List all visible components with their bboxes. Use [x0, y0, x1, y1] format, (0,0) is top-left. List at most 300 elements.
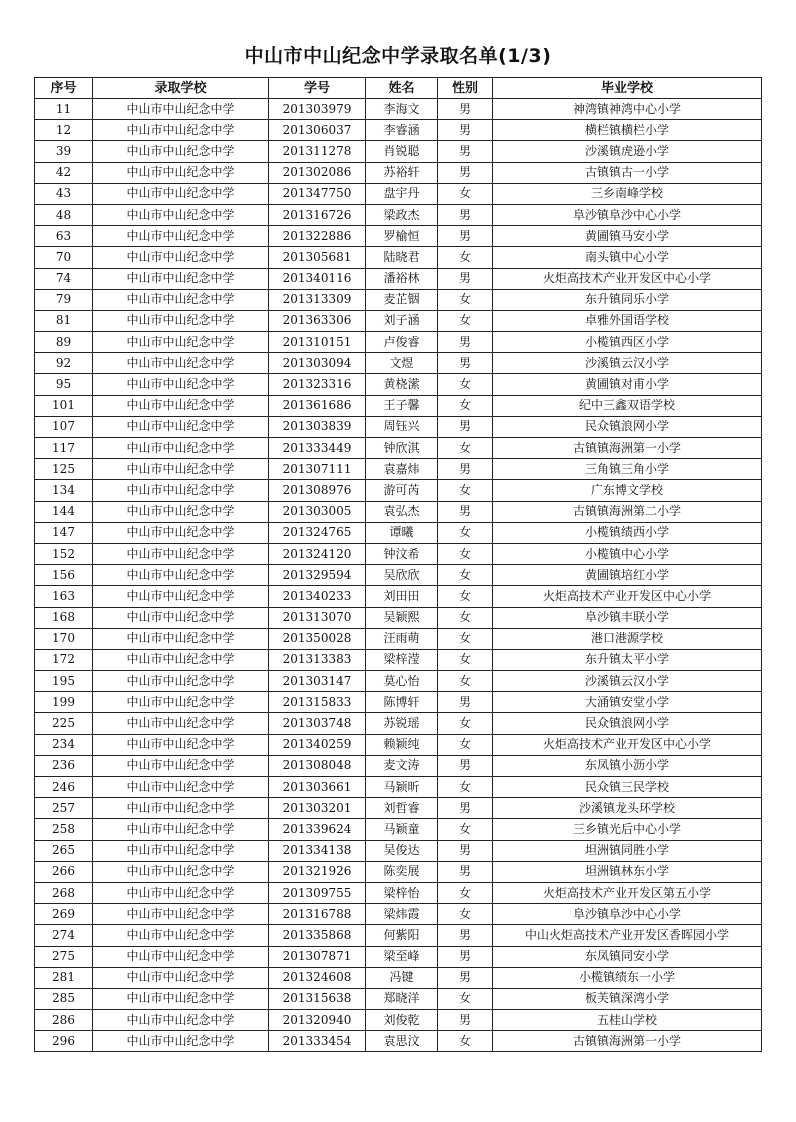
cell-student-id: 201303147 — [269, 671, 366, 692]
cell-grad-school: 神湾镇神湾中心小学 — [493, 99, 762, 120]
cell-student-id: 201310151 — [269, 332, 366, 353]
cell-name: 刘田田 — [366, 586, 438, 607]
cell-no: 81 — [35, 310, 93, 331]
cell-sex: 男 — [438, 798, 493, 819]
cell-sex: 女 — [438, 649, 493, 670]
cell-name: 李海文 — [366, 99, 438, 120]
cell-name: 马颖童 — [366, 819, 438, 840]
cell-no: 266 — [35, 861, 93, 882]
cell-school: 中山市中山纪念中学 — [93, 649, 269, 670]
cell-grad-school: 阜沙镇丰联小学 — [493, 607, 762, 628]
header-student-id: 学号 — [269, 78, 366, 99]
cell-no: 39 — [35, 141, 93, 162]
cell-no: 195 — [35, 671, 93, 692]
table-row — [35, 522, 762, 543]
cell-school: 中山市中山纪念中学 — [93, 141, 269, 162]
cell-school: 中山市中山纪念中学 — [93, 607, 269, 628]
cell-school: 中山市中山纪念中学 — [93, 332, 269, 353]
cell-school: 中山市中山纪念中学 — [93, 480, 269, 501]
cell-school: 中山市中山纪念中学 — [93, 374, 269, 395]
cell-no: 258 — [35, 819, 93, 840]
cell-sex: 男 — [438, 840, 493, 861]
table-row — [35, 99, 762, 120]
cell-grad-school: 民众镇浪网小学 — [493, 713, 762, 734]
cell-no: 101 — [35, 395, 93, 416]
cell-name: 袁嘉炜 — [366, 459, 438, 480]
table-row — [35, 628, 762, 649]
cell-student-id: 201324765 — [269, 522, 366, 543]
cell-school: 中山市中山纪念中学 — [93, 882, 269, 903]
cell-no: 134 — [35, 480, 93, 501]
cell-name: 吴颖熙 — [366, 607, 438, 628]
cell-no: 163 — [35, 586, 93, 607]
table-row — [35, 120, 762, 141]
cell-grad-school: 广东博文学校 — [493, 480, 762, 501]
cell-sex: 女 — [438, 183, 493, 204]
table-row — [35, 882, 762, 903]
cell-grad-school: 黄圃镇对甫小学 — [493, 374, 762, 395]
cell-student-id: 201324608 — [269, 967, 366, 988]
cell-school: 中山市中山纪念中学 — [93, 967, 269, 988]
cell-sex: 女 — [438, 565, 493, 586]
table-row — [35, 692, 762, 713]
cell-school: 中山市中山纪念中学 — [93, 162, 269, 183]
cell-grad-school: 板芙镇深湾小学 — [493, 988, 762, 1009]
cell-school: 中山市中山纪念中学 — [93, 840, 269, 861]
cell-student-id: 201307871 — [269, 946, 366, 967]
cell-no: 107 — [35, 416, 93, 437]
cell-no: 70 — [35, 247, 93, 268]
cell-school: 中山市中山纪念中学 — [93, 713, 269, 734]
cell-school: 中山市中山纪念中学 — [93, 734, 269, 755]
cell-school: 中山市中山纪念中学 — [93, 459, 269, 480]
cell-no: 144 — [35, 501, 93, 522]
cell-no: 172 — [35, 649, 93, 670]
cell-no: 152 — [35, 543, 93, 564]
cell-school: 中山市中山纪念中学 — [93, 438, 269, 459]
cell-school: 中山市中山纪念中学 — [93, 565, 269, 586]
cell-school: 中山市中山纪念中学 — [93, 120, 269, 141]
cell-school: 中山市中山纪念中学 — [93, 543, 269, 564]
cell-name: 钟欣淇 — [366, 438, 438, 459]
table-row — [35, 247, 762, 268]
cell-name: 钟汶希 — [366, 543, 438, 564]
cell-grad-school: 阜沙镇阜沙中心小学 — [493, 904, 762, 925]
table-row — [35, 565, 762, 586]
cell-sex: 男 — [438, 967, 493, 988]
table-row — [35, 734, 762, 755]
cell-grad-school: 黄圃镇培红小学 — [493, 565, 762, 586]
cell-grad-school: 小榄镇绩西小学 — [493, 522, 762, 543]
cell-student-id: 201313070 — [269, 607, 366, 628]
cell-grad-school: 民众镇三民学校 — [493, 777, 762, 798]
cell-grad-school: 三角镇三角小学 — [493, 459, 762, 480]
cell-no: 285 — [35, 988, 93, 1009]
cell-name: 梁梓怡 — [366, 882, 438, 903]
cell-no: 42 — [35, 162, 93, 183]
cell-sex: 女 — [438, 713, 493, 734]
cell-student-id: 201339624 — [269, 819, 366, 840]
cell-school: 中山市中山纪念中学 — [93, 183, 269, 204]
cell-sex: 女 — [438, 882, 493, 903]
cell-student-id: 201333454 — [269, 1031, 366, 1052]
cell-sex: 男 — [438, 204, 493, 225]
cell-student-id: 201305681 — [269, 247, 366, 268]
table-row — [35, 162, 762, 183]
cell-grad-school: 民众镇浪网小学 — [493, 416, 762, 437]
cell-grad-school: 沙溪镇龙头环学校 — [493, 798, 762, 819]
cell-no: 117 — [35, 438, 93, 459]
cell-sex: 男 — [438, 141, 493, 162]
cell-grad-school: 三乡南峰学校 — [493, 183, 762, 204]
cell-sex: 男 — [438, 416, 493, 437]
cell-student-id: 201333449 — [269, 438, 366, 459]
cell-name: 肖锐聪 — [366, 141, 438, 162]
cell-name: 罗榆恒 — [366, 226, 438, 247]
cell-name: 陈奕展 — [366, 861, 438, 882]
table-row — [35, 904, 762, 925]
header-sex: 性别 — [438, 78, 493, 99]
cell-sex: 男 — [438, 501, 493, 522]
cell-school: 中山市中山纪念中学 — [93, 671, 269, 692]
cell-grad-school: 南头镇中心小学 — [493, 247, 762, 268]
cell-school: 中山市中山纪念中学 — [93, 522, 269, 543]
cell-sex: 女 — [438, 247, 493, 268]
cell-grad-school: 沙溪镇云汉小学 — [493, 353, 762, 374]
cell-grad-school: 坦洲镇林东小学 — [493, 861, 762, 882]
cell-no: 147 — [35, 522, 93, 543]
cell-no: 257 — [35, 798, 93, 819]
cell-school: 中山市中山纪念中学 — [93, 628, 269, 649]
cell-school: 中山市中山纪念中学 — [93, 988, 269, 1009]
cell-sex: 女 — [438, 988, 493, 1009]
cell-student-id: 201322886 — [269, 226, 366, 247]
cell-no: 268 — [35, 882, 93, 903]
cell-grad-school: 五桂山学校 — [493, 1010, 762, 1031]
cell-grad-school: 纪中三鑫双语学校 — [493, 395, 762, 416]
cell-student-id: 201329594 — [269, 565, 366, 586]
cell-student-id: 201303979 — [269, 99, 366, 120]
cell-sex: 女 — [438, 628, 493, 649]
cell-grad-school: 东升镇太平小学 — [493, 649, 762, 670]
cell-name: 郑晓洋 — [366, 988, 438, 1009]
cell-grad-school: 小榄镇绩东一小学 — [493, 967, 762, 988]
cell-student-id: 201303094 — [269, 353, 366, 374]
cell-grad-school: 阜沙镇阜沙中心小学 — [493, 204, 762, 225]
cell-student-id: 201306037 — [269, 120, 366, 141]
header-grad-school: 毕业学校 — [493, 78, 762, 99]
admission-table — [34, 77, 762, 1052]
cell-school: 中山市中山纪念中学 — [93, 1010, 269, 1031]
cell-sex: 女 — [438, 819, 493, 840]
cell-school: 中山市中山纪念中学 — [93, 501, 269, 522]
cell-name: 卢俊睿 — [366, 332, 438, 353]
cell-name: 袁思汶 — [366, 1031, 438, 1052]
cell-name: 马颖昕 — [366, 777, 438, 798]
cell-student-id: 201361686 — [269, 395, 366, 416]
cell-grad-school: 中山火炬高技术产业开发区香晖园小学 — [493, 925, 762, 946]
cell-grad-school: 古镇镇古一小学 — [493, 162, 762, 183]
cell-school: 中山市中山纪念中学 — [93, 353, 269, 374]
cell-name: 苏锐瑶 — [366, 713, 438, 734]
cell-student-id: 201363306 — [269, 310, 366, 331]
cell-grad-school: 火炬高技术产业开发区中心小学 — [493, 734, 762, 755]
cell-name: 梁政杰 — [366, 204, 438, 225]
cell-school: 中山市中山纪念中学 — [93, 904, 269, 925]
cell-student-id: 201313309 — [269, 289, 366, 310]
cell-student-id: 201316788 — [269, 904, 366, 925]
table-row — [35, 395, 762, 416]
cell-name: 冯键 — [366, 967, 438, 988]
cell-no: 199 — [35, 692, 93, 713]
cell-grad-school: 三乡镇光后中心小学 — [493, 819, 762, 840]
cell-name: 刘哲睿 — [366, 798, 438, 819]
cell-school: 中山市中山纪念中学 — [93, 99, 269, 120]
cell-sex: 男 — [438, 1010, 493, 1031]
table-row — [35, 459, 762, 480]
cell-student-id: 201321926 — [269, 861, 366, 882]
table-row — [35, 289, 762, 310]
cell-student-id: 201315638 — [269, 988, 366, 1009]
cell-grad-school: 小榄镇中心小学 — [493, 543, 762, 564]
cell-student-id: 201340233 — [269, 586, 366, 607]
cell-no: 168 — [35, 607, 93, 628]
cell-name: 莫心怡 — [366, 671, 438, 692]
cell-grad-school: 火炬高技术产业开发区第五小学 — [493, 882, 762, 903]
cell-student-id: 201340259 — [269, 734, 366, 755]
cell-student-id: 201308048 — [269, 755, 366, 776]
cell-student-id: 201340116 — [269, 268, 366, 289]
cell-no: 12 — [35, 120, 93, 141]
table-row — [35, 671, 762, 692]
cell-school: 中山市中山纪念中学 — [93, 226, 269, 247]
cell-name: 李睿涵 — [366, 120, 438, 141]
cell-grad-school: 古镇镇海洲第一小学 — [493, 438, 762, 459]
cell-student-id: 201313383 — [269, 649, 366, 670]
table-row — [35, 946, 762, 967]
cell-sex: 女 — [438, 395, 493, 416]
cell-name: 何紫阳 — [366, 925, 438, 946]
cell-grad-school: 港口港源学校 — [493, 628, 762, 649]
cell-no: 269 — [35, 904, 93, 925]
cell-school: 中山市中山纪念中学 — [93, 692, 269, 713]
header-name: 姓名 — [366, 78, 438, 99]
cell-school: 中山市中山纪念中学 — [93, 395, 269, 416]
cell-grad-school: 东凤镇小沥小学 — [493, 755, 762, 776]
cell-sex: 女 — [438, 310, 493, 331]
cell-school: 中山市中山纪念中学 — [93, 268, 269, 289]
cell-sex: 男 — [438, 925, 493, 946]
cell-sex: 男 — [438, 459, 493, 480]
table-row — [35, 755, 762, 776]
cell-student-id: 201303005 — [269, 501, 366, 522]
table-row — [35, 480, 762, 501]
cell-sex: 男 — [438, 99, 493, 120]
cell-student-id: 201324120 — [269, 543, 366, 564]
cell-grad-school: 坦洲镇同胜小学 — [493, 840, 762, 861]
cell-no: 286 — [35, 1010, 93, 1031]
table-row — [35, 374, 762, 395]
cell-no: 296 — [35, 1031, 93, 1052]
cell-sex: 男 — [438, 692, 493, 713]
cell-no: 236 — [35, 755, 93, 776]
cell-no: 170 — [35, 628, 93, 649]
cell-school: 中山市中山纪念中学 — [93, 247, 269, 268]
cell-no: 89 — [35, 332, 93, 353]
cell-no: 95 — [35, 374, 93, 395]
cell-student-id: 201303661 — [269, 777, 366, 798]
cell-name: 吴俊达 — [366, 840, 438, 861]
cell-name: 陆晓君 — [366, 247, 438, 268]
cell-no: 234 — [35, 734, 93, 755]
cell-grad-school: 古镇镇海洲第一小学 — [493, 1031, 762, 1052]
cell-no: 48 — [35, 204, 93, 225]
cell-sex: 男 — [438, 861, 493, 882]
cell-grad-school: 大涌镇安堂小学 — [493, 692, 762, 713]
table-row — [35, 649, 762, 670]
cell-school: 中山市中山纪念中学 — [93, 946, 269, 967]
cell-student-id: 201307111 — [269, 459, 366, 480]
cell-no: 74 — [35, 268, 93, 289]
cell-no: 246 — [35, 777, 93, 798]
cell-school: 中山市中山纪念中学 — [93, 819, 269, 840]
cell-no: 281 — [35, 967, 93, 988]
cell-grad-school: 火炬高技术产业开发区中心小学 — [493, 268, 762, 289]
table-row — [35, 819, 762, 840]
cell-no: 156 — [35, 565, 93, 586]
cell-no: 225 — [35, 713, 93, 734]
page-title: 中山市中山纪念中学录取名单(1/3) — [244, 45, 552, 67]
cell-name: 麦文涛 — [366, 755, 438, 776]
cell-student-id: 201303839 — [269, 416, 366, 437]
cell-grad-school: 黄圃镇马安小学 — [493, 226, 762, 247]
cell-name: 谭曦 — [366, 522, 438, 543]
cell-no: 265 — [35, 840, 93, 861]
cell-sex: 男 — [438, 353, 493, 374]
cell-name: 陈博轩 — [366, 692, 438, 713]
cell-name: 麦芷铟 — [366, 289, 438, 310]
table-row — [35, 1031, 762, 1052]
cell-student-id: 201335868 — [269, 925, 366, 946]
cell-sex: 男 — [438, 755, 493, 776]
cell-student-id: 201323316 — [269, 374, 366, 395]
cell-name: 袁弘杰 — [366, 501, 438, 522]
cell-grad-school: 火炬高技术产业开发区中心小学 — [493, 586, 762, 607]
cell-school: 中山市中山纪念中学 — [93, 777, 269, 798]
cell-sex: 男 — [438, 226, 493, 247]
table-row — [35, 586, 762, 607]
cell-school: 中山市中山纪念中学 — [93, 289, 269, 310]
table-row — [35, 967, 762, 988]
cell-sex: 女 — [438, 522, 493, 543]
table-row — [35, 1010, 762, 1031]
cell-school: 中山市中山纪念中学 — [93, 798, 269, 819]
cell-name: 盘宇丹 — [366, 183, 438, 204]
cell-school: 中山市中山纪念中学 — [93, 310, 269, 331]
cell-sex: 女 — [438, 438, 493, 459]
cell-name: 赖颖纯 — [366, 734, 438, 755]
cell-no: 63 — [35, 226, 93, 247]
header-school: 录取学校 — [93, 78, 269, 99]
cell-name: 刘俊乾 — [366, 1010, 438, 1031]
cell-name: 苏裕轩 — [366, 162, 438, 183]
cell-student-id: 201302086 — [269, 162, 366, 183]
table-row — [35, 438, 762, 459]
table-row — [35, 607, 762, 628]
cell-sex: 男 — [438, 120, 493, 141]
cell-sex: 女 — [438, 543, 493, 564]
cell-grad-school: 沙溪镇云汉小学 — [493, 671, 762, 692]
cell-no: 92 — [35, 353, 93, 374]
header-no: 序号 — [35, 78, 93, 99]
cell-sex: 男 — [438, 332, 493, 353]
table-row — [35, 204, 762, 225]
cell-name: 潘裕林 — [366, 268, 438, 289]
cell-sex: 女 — [438, 480, 493, 501]
table-row — [35, 713, 762, 734]
cell-sex: 女 — [438, 607, 493, 628]
cell-no: 274 — [35, 925, 93, 946]
table-row — [35, 183, 762, 204]
cell-name: 汪雨萌 — [366, 628, 438, 649]
table-body — [35, 99, 762, 1052]
cell-school: 中山市中山纪念中学 — [93, 204, 269, 225]
cell-name: 梁炜霞 — [366, 904, 438, 925]
cell-name: 周钰兴 — [366, 416, 438, 437]
cell-school: 中山市中山纪念中学 — [93, 925, 269, 946]
table-row — [35, 353, 762, 374]
cell-grad-school: 沙溪镇虎逊小学 — [493, 141, 762, 162]
cell-sex: 女 — [438, 289, 493, 310]
cell-student-id: 201316726 — [269, 204, 366, 225]
table-row — [35, 332, 762, 353]
cell-school: 中山市中山纪念中学 — [93, 416, 269, 437]
cell-name: 梁至峰 — [366, 946, 438, 967]
cell-sex: 男 — [438, 162, 493, 183]
table-row — [35, 543, 762, 564]
cell-name: 吴欣欣 — [366, 565, 438, 586]
cell-student-id: 201350028 — [269, 628, 366, 649]
cell-sex: 女 — [438, 777, 493, 798]
table-row — [35, 777, 762, 798]
cell-student-id: 201315833 — [269, 692, 366, 713]
cell-student-id: 201303748 — [269, 713, 366, 734]
cell-sex: 男 — [438, 946, 493, 967]
cell-no: 43 — [35, 183, 93, 204]
cell-school: 中山市中山纪念中学 — [93, 1031, 269, 1052]
cell-sex: 女 — [438, 671, 493, 692]
cell-sex: 女 — [438, 734, 493, 755]
table-row — [35, 268, 762, 289]
table-row — [35, 501, 762, 522]
cell-school: 中山市中山纪念中学 — [93, 755, 269, 776]
table-header — [35, 78, 762, 99]
cell-name: 文煜 — [366, 353, 438, 374]
cell-school: 中山市中山纪念中学 — [93, 861, 269, 882]
cell-student-id: 201303201 — [269, 798, 366, 819]
cell-grad-school: 卓雅外国语学校 — [493, 310, 762, 331]
cell-no: 275 — [35, 946, 93, 967]
table-row — [35, 925, 762, 946]
cell-name: 梁梓滢 — [366, 649, 438, 670]
table-row — [35, 416, 762, 437]
cell-grad-school: 古镇镇海洲第二小学 — [493, 501, 762, 522]
cell-student-id: 201309755 — [269, 882, 366, 903]
cell-student-id: 201334138 — [269, 840, 366, 861]
cell-grad-school: 东凤镇同安小学 — [493, 946, 762, 967]
cell-name: 刘子涵 — [366, 310, 438, 331]
cell-sex: 女 — [438, 586, 493, 607]
